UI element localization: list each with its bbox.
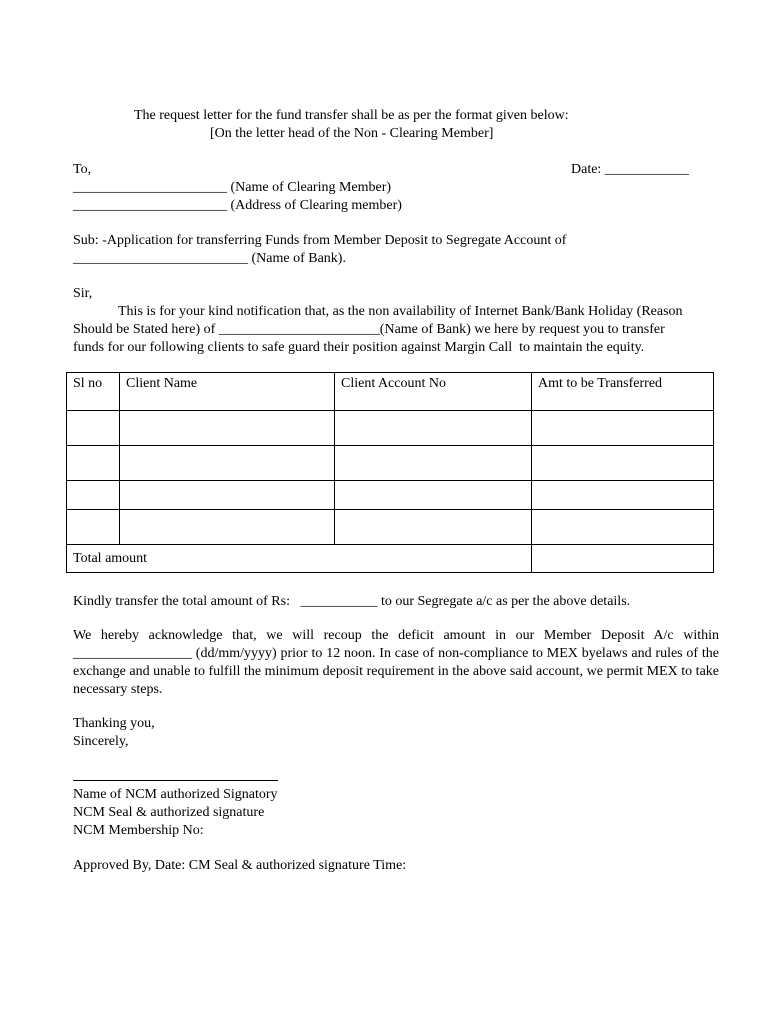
clearing-member-name-field: ______________________ (Name of Clearing Member): [73, 180, 392, 195]
date-field: Date: ____________: [571, 162, 689, 177]
format-instruction: The request letter for the fund transfer shall be as per the format given below:: [134, 108, 569, 123]
table-cell: [335, 446, 532, 481]
subject-line: Sub: -Application for transferring Funds from Member Deposit to Segregate Account of: [73, 233, 567, 248]
table-cell: [532, 510, 714, 545]
table-row: [67, 411, 714, 446]
column-header-amount: Amt to be Transferred: [532, 373, 714, 411]
salutation: Sir,: [73, 286, 93, 301]
clearing-member-address-field: ______________________ (Address of Clearing member): [73, 198, 402, 213]
bank-name-field: _________________________ (Name of Bank).: [73, 251, 346, 266]
table-cell: [120, 510, 335, 545]
table-cell: [335, 481, 532, 510]
acknowledgement-paragraph: We hereby acknowledge that, we will recoup the deficit amount in our Member Deposit A/c within _________________ (dd/mm/yyyy) prior to 12 noon. In case of non-compliance to MEX byelaws and rules of the exchange and unable to fulfill the minimum deposit requirement in the above said account, we permit MEX to take necessary steps.: [73, 628, 719, 697]
total-amount-label: Total amount: [67, 545, 532, 573]
table-cell: [67, 446, 120, 481]
intro-paragraph-line-3: funds for our following clients to safe guard their position against Margin Call to maintain the equity.: [73, 340, 645, 355]
to-label: To,: [73, 162, 92, 177]
table-row: [67, 481, 714, 510]
table-header-row: [67, 373, 714, 411]
table-cell: [532, 446, 714, 481]
table-cell: [335, 411, 532, 446]
table-cell: [532, 481, 714, 510]
total-row: [67, 545, 714, 573]
column-header-client-name: Client Name: [120, 373, 335, 411]
table-cell: [67, 411, 120, 446]
table-row: [67, 510, 714, 545]
letterhead-note: [On the letter head of the Non - Clearing Member]: [210, 126, 494, 141]
table-cell: [67, 510, 120, 545]
table-cell: [335, 510, 532, 545]
table-cell: [67, 481, 120, 510]
column-header-client-account-no: Client Account No: [335, 373, 532, 411]
sincerely-line: Sincerely,: [73, 734, 129, 749]
table-cell: [120, 446, 335, 481]
total-amount-value: [532, 545, 714, 573]
intro-paragraph-line-1: This is for your kind notification that, as the non availability of Internet Bank/Bank Holiday (Reason: [118, 304, 683, 319]
table-row: [67, 446, 714, 481]
transfer-instruction: Kindly transfer the total amount of Rs: ___________ to our Segregate a/c as per the above details.: [73, 594, 631, 609]
intro-paragraph-line-2: Should be Stated here) of _______________________(Name of Bank) we here by request you to transfer: [73, 322, 665, 337]
seal-signature-label: NCM Seal & authorized signature: [73, 805, 265, 820]
signature-line: [73, 780, 278, 781]
column-header-sl-no: Sl no: [67, 373, 120, 411]
membership-no-label: NCM Membership No:: [73, 823, 204, 838]
table-cell: [120, 481, 335, 510]
table-cell: [532, 411, 714, 446]
approval-line: Approved By, Date: CM Seal & authorized signature Time:: [73, 858, 407, 873]
thanking-line: Thanking you,: [73, 716, 155, 731]
table-cell: [120, 411, 335, 446]
signatory-name-label: Name of NCM authorized Signatory: [73, 787, 278, 802]
fund-transfer-table: [66, 372, 714, 573]
